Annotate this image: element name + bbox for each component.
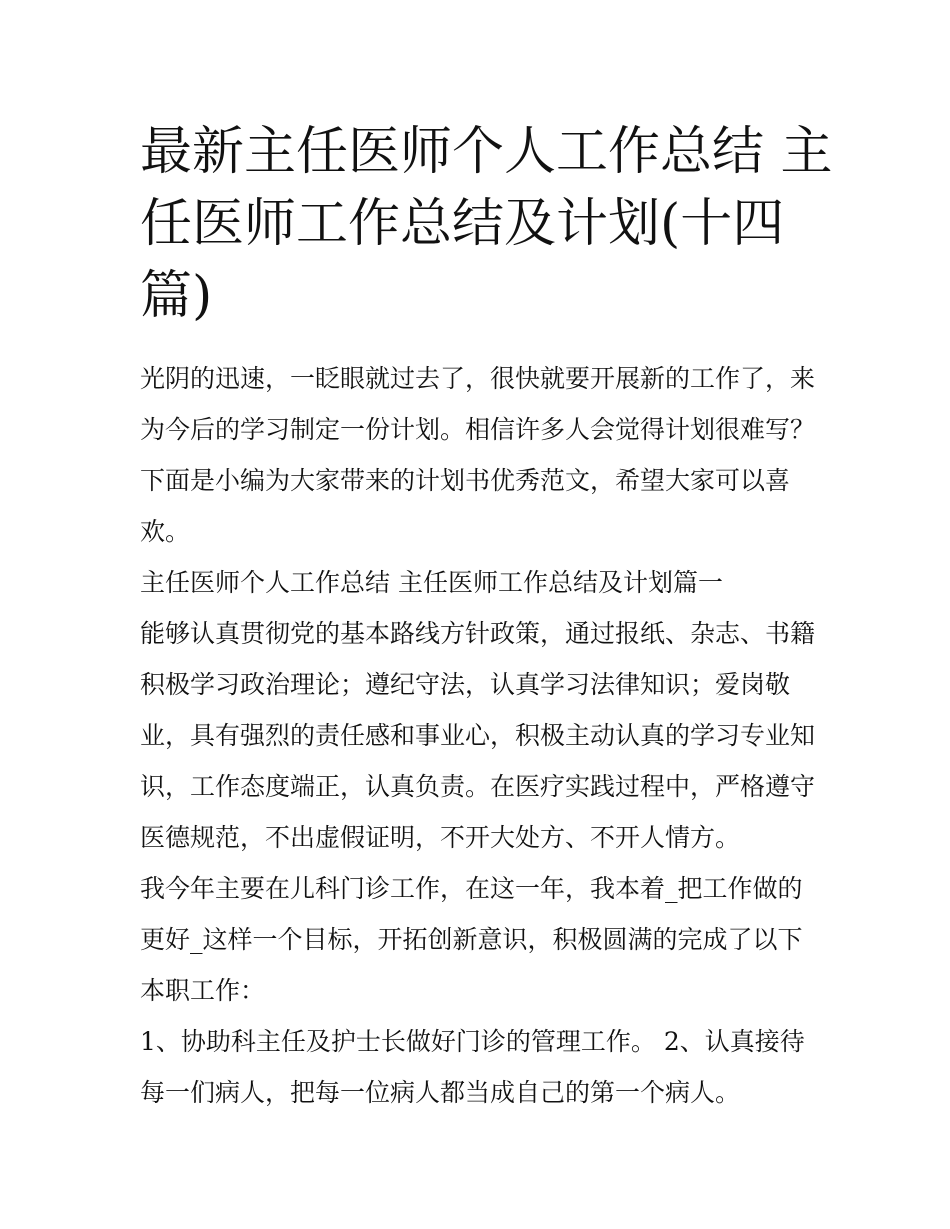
body-line: 能够认真贯彻党的基本路线方针政策，通过报纸、杂志、书籍: [140, 619, 816, 648]
body-line: 积极学习政治理论；遵纪守法，认真学习法律知识；爱岗敬: [140, 670, 791, 699]
title-line: 篇): [140, 266, 213, 326]
body-line: 业，具有强烈的责任感和事业心，积极主动认真的学习专业知: [140, 721, 816, 750]
body-line: 1、协助科主任及护士长做好门诊的管理工作。 2、认真接待: [140, 1027, 805, 1056]
body-line: 每一们病人，把每一位病人都当成自己的第一个病人。: [140, 1078, 741, 1107]
body-line: 本职工作：: [140, 976, 266, 1005]
body-line: 欢。: [140, 517, 191, 546]
document-title: [140, 116, 833, 332]
body-line: 识，工作态度端正，认真负责。在医疗实践过程中，严格遵守: [140, 772, 816, 801]
body-line: 下面是小编为大家带来的计划书优秀范文，希望大家可以喜: [140, 466, 791, 495]
title-line: 最新主任医师个人工作总结 主: [140, 122, 833, 182]
body-line: 为今后的学习制定一份计划。相信许多人会觉得计划很难写？: [140, 415, 816, 444]
title-line: 任医师工作总结及计划(十四: [140, 194, 785, 254]
body-line: 更好_这样一个目标，开拓创新意识，积极圆满的完成了以下: [140, 925, 803, 954]
section-heading: 主任医师个人工作总结 主任医师工作总结及计划篇一: [140, 568, 723, 597]
body-line: 医德规范，不出虚假证明，不开大处方、不开人情方。: [140, 823, 741, 852]
body-line: 光阴的迅速，一眨眼就过去了，很快就要开展新的工作了，来: [140, 364, 816, 393]
document-body: [140, 357, 830, 1122]
body-line: 我今年主要在儿科门诊工作，在这一年，我本着_把工作做的: [140, 874, 803, 903]
